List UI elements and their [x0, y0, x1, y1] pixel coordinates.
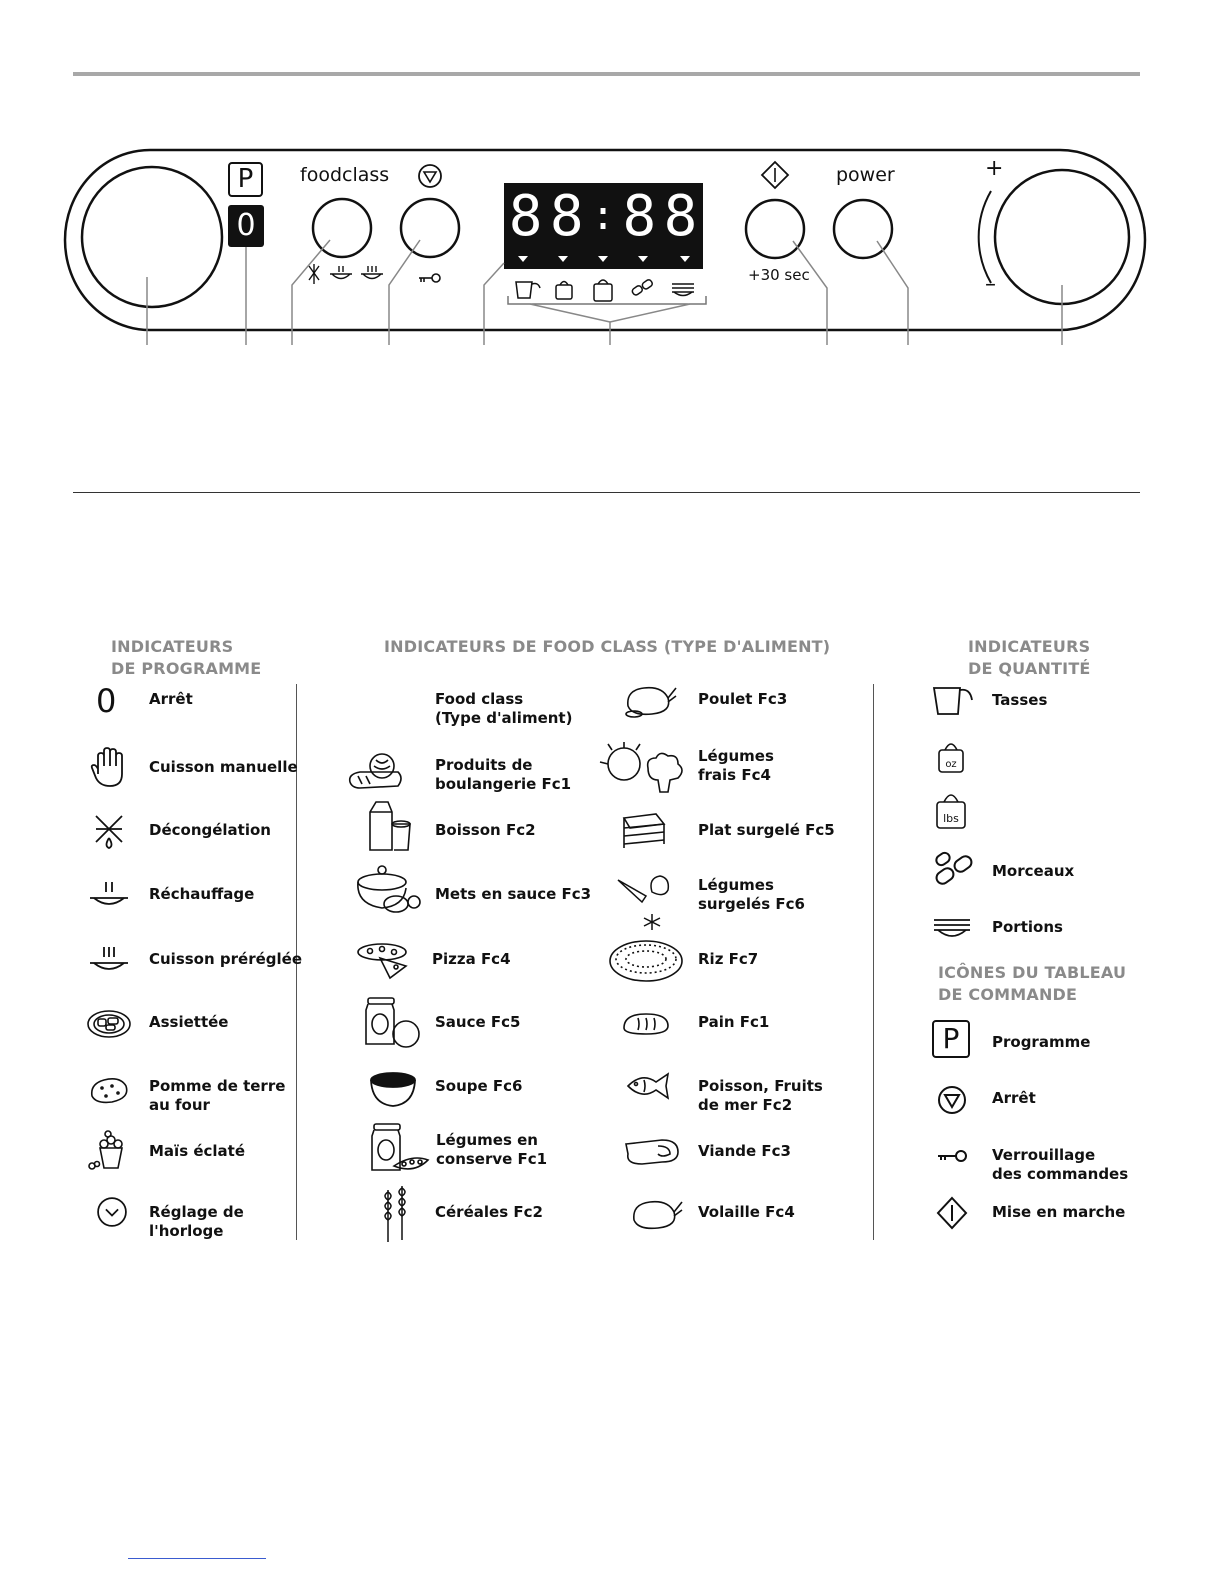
foodclass-label-drink: Boisson Fc2 [435, 821, 536, 839]
foodclass-label-canned: Légumes en conserve Fc1 [436, 1131, 548, 1168]
control-icons-header: ICÔNES DU TABLEAU DE COMMANDE [938, 963, 1127, 1004]
foodclass-label-bread: Pain Fc1 [698, 1013, 770, 1031]
quantity-label-cups: Tasses [992, 691, 1048, 709]
foodclass-button[interactable] [313, 199, 371, 257]
start-button[interactable] [746, 200, 804, 258]
reheat-icon [86, 872, 132, 918]
minus-sign: – [985, 272, 996, 297]
svg-text:oz: oz [945, 759, 957, 770]
program-display-value: 0 [236, 208, 256, 243]
foodclass-label-frozen-veg: Légumes surgelés Fc6 [698, 876, 805, 913]
foodclass-indicators-header: INDICATEURS DE FOOD CLASS (TYPE D'ALIMENT) [384, 637, 831, 656]
display-digit: 8 [663, 183, 700, 249]
cup-icon [930, 684, 974, 718]
program-label-plate: Assiettée [149, 1013, 229, 1031]
drink-icon [362, 798, 414, 854]
foodclass-label-title: Food class (Type d'aliment) [435, 690, 573, 727]
sauce-jar-icon [360, 994, 422, 1050]
svg-text:lbs: lbs [943, 812, 959, 825]
program-label-stop: Arrêt [149, 690, 193, 708]
chicken-icon [622, 680, 678, 720]
portions-icon [930, 914, 974, 942]
start-icon [936, 1196, 968, 1230]
clock-icon [92, 1192, 132, 1232]
hand-icon [86, 744, 132, 790]
foodclass-label-sauce: Sauce Fc5 [435, 1013, 521, 1031]
canned-vegetables-icon [366, 1120, 432, 1176]
pieces-icon [932, 850, 976, 890]
foodclass-label-fresh-veg: Légumes frais Fc4 [698, 747, 774, 784]
bakery-icon [346, 748, 406, 796]
lbs-weight-icon [934, 788, 968, 830]
foodclass-label: foodclass [300, 164, 390, 186]
foodclass-label-rice: Riz Fc7 [698, 950, 759, 968]
foodclass-label-sauce-dish: Mets en sauce Fc3 [435, 885, 592, 903]
control-label-lock: Verrouillage des commandes [992, 1146, 1129, 1183]
sauce-dish-icon [352, 860, 422, 920]
middle-rule [73, 492, 1140, 493]
foodclass-label-bakery: Produits de boulangerie Fc1 [435, 756, 572, 793]
footer-rule [128, 1558, 266, 1559]
control-label-start: Mise en marche [992, 1203, 1126, 1221]
quantity-label-portions: Portions [992, 918, 1063, 936]
frozen-vegetables-icon [612, 868, 676, 934]
control-panel-diagram [0, 0, 1225, 360]
pizza-icon [356, 940, 414, 982]
baked-potato-icon [86, 1066, 132, 1112]
program-label-popcorn: Maïs éclaté [149, 1142, 246, 1160]
display-digits [506, 183, 702, 249]
program-label-preset: Cuisson préréglée [149, 950, 302, 968]
stop-icon [936, 1084, 968, 1116]
control-label-stop: Arrêt [992, 1089, 1036, 1107]
program-label-defrost: Décongélation [149, 821, 271, 839]
program-label-reheat: Réchauffage [149, 885, 255, 903]
control-label-program: Programme [992, 1033, 1091, 1051]
legend-divider [873, 684, 874, 1240]
display-digit: 8 [508, 183, 545, 249]
fish-icon [624, 1070, 672, 1102]
quantity-indicators-header: INDICATEURS DE QUANTITÉ [968, 637, 1091, 678]
frozen-dish-icon [618, 810, 670, 854]
program-label-manual: Cuisson manuelle [149, 758, 298, 776]
program-key-icon: P [932, 1020, 970, 1058]
display-colon: : [590, 193, 618, 239]
foodclass-label-meat: Viande Fc3 [698, 1142, 791, 1160]
foodclass-program-icons [309, 264, 383, 284]
quantity-label-pieces: Morceaux [992, 862, 1075, 880]
display-indicator-arrows [504, 252, 703, 268]
foodclass-label-poultry: Volaille Fc4 [698, 1203, 795, 1221]
program-label-potato: Pomme de terre au four [149, 1077, 286, 1114]
foodclass-label-fish: Poisson, Fruits de mer Fc2 [698, 1077, 823, 1114]
left-knob[interactable] [82, 167, 222, 307]
plus-sign: + [985, 156, 1004, 181]
power-label: power [836, 164, 895, 186]
zero-icon: 0 [96, 682, 117, 720]
preset-cook-icon [86, 937, 132, 983]
display-digit: 8 [622, 183, 659, 249]
fresh-vegetables-icon [598, 740, 688, 796]
program-indicators-header: INDICATEURS DE PROGRAMME [111, 637, 262, 678]
popcorn-icon [86, 1128, 132, 1174]
stop-button[interactable] [401, 199, 459, 257]
foodclass-label-cereals: Céréales Fc2 [435, 1203, 543, 1221]
program-label-clock: Réglage de l'horloge [149, 1203, 244, 1240]
display-quantity-icons [516, 279, 694, 301]
program-key-glyph: P [237, 164, 254, 194]
cereals-icon [374, 1182, 414, 1244]
right-knob[interactable] [995, 170, 1129, 304]
display-digit: 8 [549, 183, 586, 249]
foodclass-label-soup: Soupe Fc6 [435, 1077, 523, 1095]
lock-key-icon [936, 1146, 968, 1166]
oz-weight-icon [936, 738, 966, 774]
foodclass-label-chicken: Poulet Fc3 [698, 690, 788, 708]
defrost-icon [86, 808, 132, 854]
foodclass-label-frozen-dish: Plat surgelé Fc5 [698, 821, 835, 839]
lock-key-icon [419, 274, 440, 282]
rice-icon [608, 938, 684, 984]
poultry-icon [628, 1194, 684, 1234]
plus30-label: +30 sec [748, 266, 810, 284]
soup-icon [368, 1068, 418, 1108]
foodclass-label-pizza: Pizza Fc4 [432, 950, 511, 968]
bread-icon [620, 1010, 672, 1038]
meat-icon [622, 1134, 682, 1168]
plate-icon [86, 1000, 132, 1046]
